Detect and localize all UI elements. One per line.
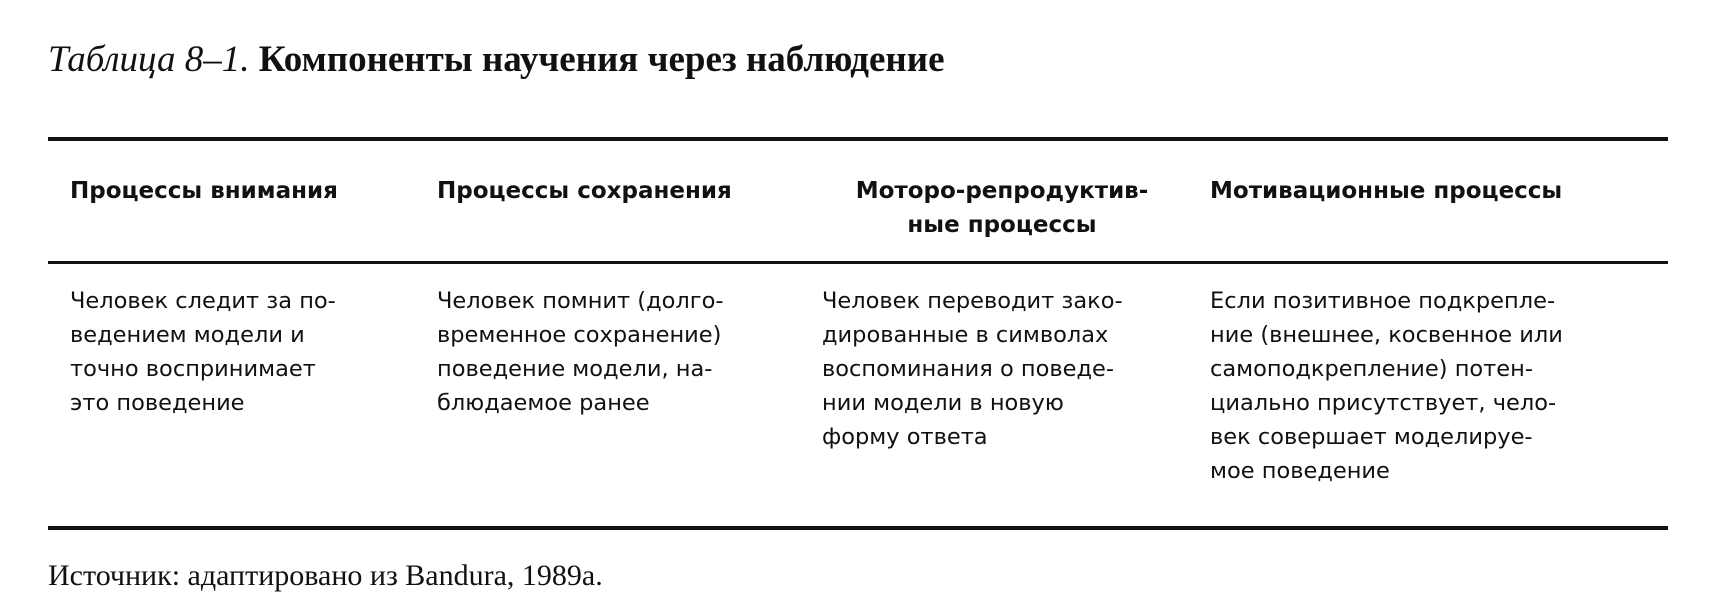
table-cell-motivation: Если позитивное подкрепле- ние (внешнее, косвенное или самоподкрепление) потен- циально присутствует, чело- век совершает моделируе- мое поведение [1210,288,1563,484]
table-bottom-rule [48,526,1668,530]
table-caption [48,38,945,82]
column-header-attention: Процессы внимания [70,178,338,204]
column-header-motor-reproduction: Моторо-репродуктив- ные процессы [855,178,1149,238]
table-cell-retention: Человек помнит (долго- временное сохранение) поведение модели, на- блюдаемое ранее [437,288,724,416]
table-caption-label: Таблица 8–1. [48,39,250,80]
column-header-retention: Процессы сохранения [437,178,732,204]
table-source-note: Источник: адаптировано из Bandura, 1989а. [48,559,603,592]
column-header-motivation: Мотивационные процессы [1210,178,1563,204]
table-header-rule [48,261,1668,264]
table-top-rule [48,137,1668,141]
table-cell-motor-reproduction: Человек переводит зако- дированные в символах воспоминания о поведе- нии модели в новую форму ответа [822,288,1123,450]
table-caption-title: Компоненты научения через наблюдение [258,39,945,80]
table-cell-attention: Человек следит за по- ведением модели и точно воспринимает это поведение [70,288,336,416]
